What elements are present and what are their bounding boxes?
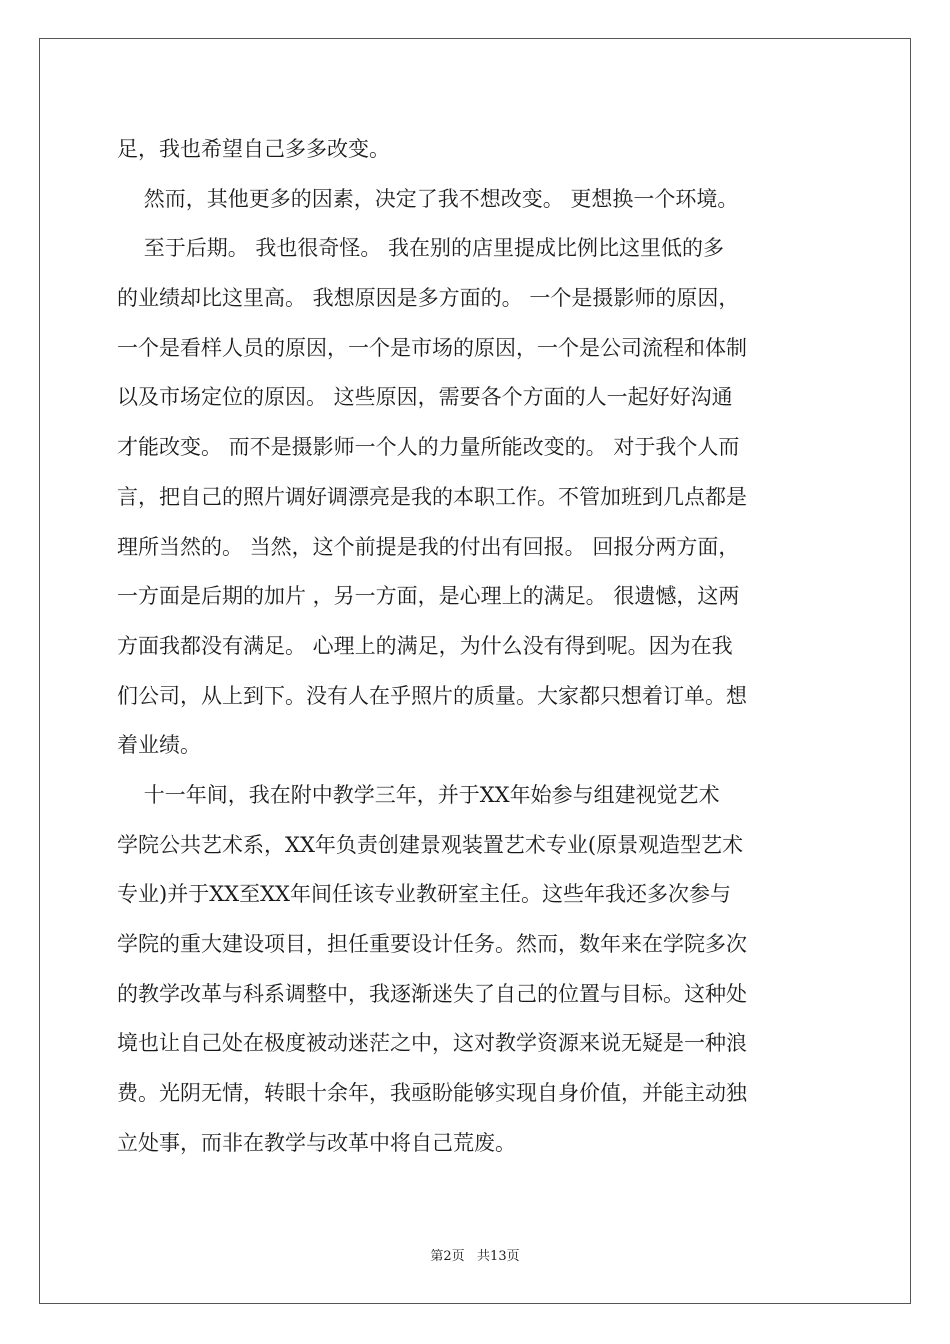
document-body xyxy=(117,125,835,1168)
text-line: 立处事，而非在教学与改革中将自己荒废。 xyxy=(117,1130,516,1155)
text-line: 的教学改革与科系调整中，我逐渐迷失了自己的位置与目标。这种处 xyxy=(117,981,747,1006)
text-line: 十一年间，我在附中教学三年，并于XX年始参与组建视觉艺术 xyxy=(117,782,720,807)
text-line: 至于后期。 我也很奇怪。 我在别的店里提成比例比这里低的多 xyxy=(117,236,725,261)
page-number-label: 第2页 共13页 xyxy=(430,1249,520,1264)
text-line: 着业绩。 xyxy=(117,733,201,758)
text-line: 一个是看样人员的原因，一个是市场的原因，一个是公司流程和体制 xyxy=(117,335,747,360)
text-line: 学院的重大建设项目，担任重要设计任务。然而，数年来在学院多次 xyxy=(117,932,747,956)
text-line: 专业)并于XX至XX年间任该专业教研室主任。这些年我还多次参与 xyxy=(117,882,731,907)
text-line: 的业绩却比这里高。 我想原因是多方面的。 一个是摄影师的原因， xyxy=(117,286,740,311)
text-line: 然而，其他更多的因素，决定了我不想改变。 更想换一个环境。 xyxy=(117,186,739,211)
text-line: 境也让自己处在极度被动迷茫之中，这对教学资源来说无疑是一种浪 xyxy=(117,1031,747,1056)
page-footer xyxy=(0,1249,950,1265)
text-line: 学院公共艺术系，XX年负责创建景观装置艺术专业(原景观造型艺术 xyxy=(117,832,744,857)
text-line: 方面我都没有满足。 心理上的满足，为什么没有得到呢。因为在我 xyxy=(117,633,733,658)
text-line: 才能改变。 而不是摄影师一个人的力量所能改变的。 对于我个人而 xyxy=(117,435,740,460)
text-line: 一方面是后期的加片 ，另一方面，是心理上的满足。 很遗憾，这两 xyxy=(117,584,740,609)
text-line: 理所当然的。 当然，这个前提是我的付出有回报。 回报分两方面， xyxy=(117,534,740,559)
text-line: 费。光阴无情，转眼十余年，我亟盼能够实现自身价值，并能主动独 xyxy=(117,1081,747,1106)
text-line: 足，我也希望自己多多改变。 xyxy=(117,137,390,161)
text-line: 们公司，从上到下。没有人在乎照片的质量。大家都只想着订单。想 xyxy=(117,683,747,708)
text-line: 言，把自己的照片调好调漂亮是我的本职工作。不管加班到几点都是 xyxy=(117,484,747,509)
text-line: 以及市场定位的原因。 这些原因，需要各个方面的人一起好好沟通 xyxy=(117,385,733,410)
